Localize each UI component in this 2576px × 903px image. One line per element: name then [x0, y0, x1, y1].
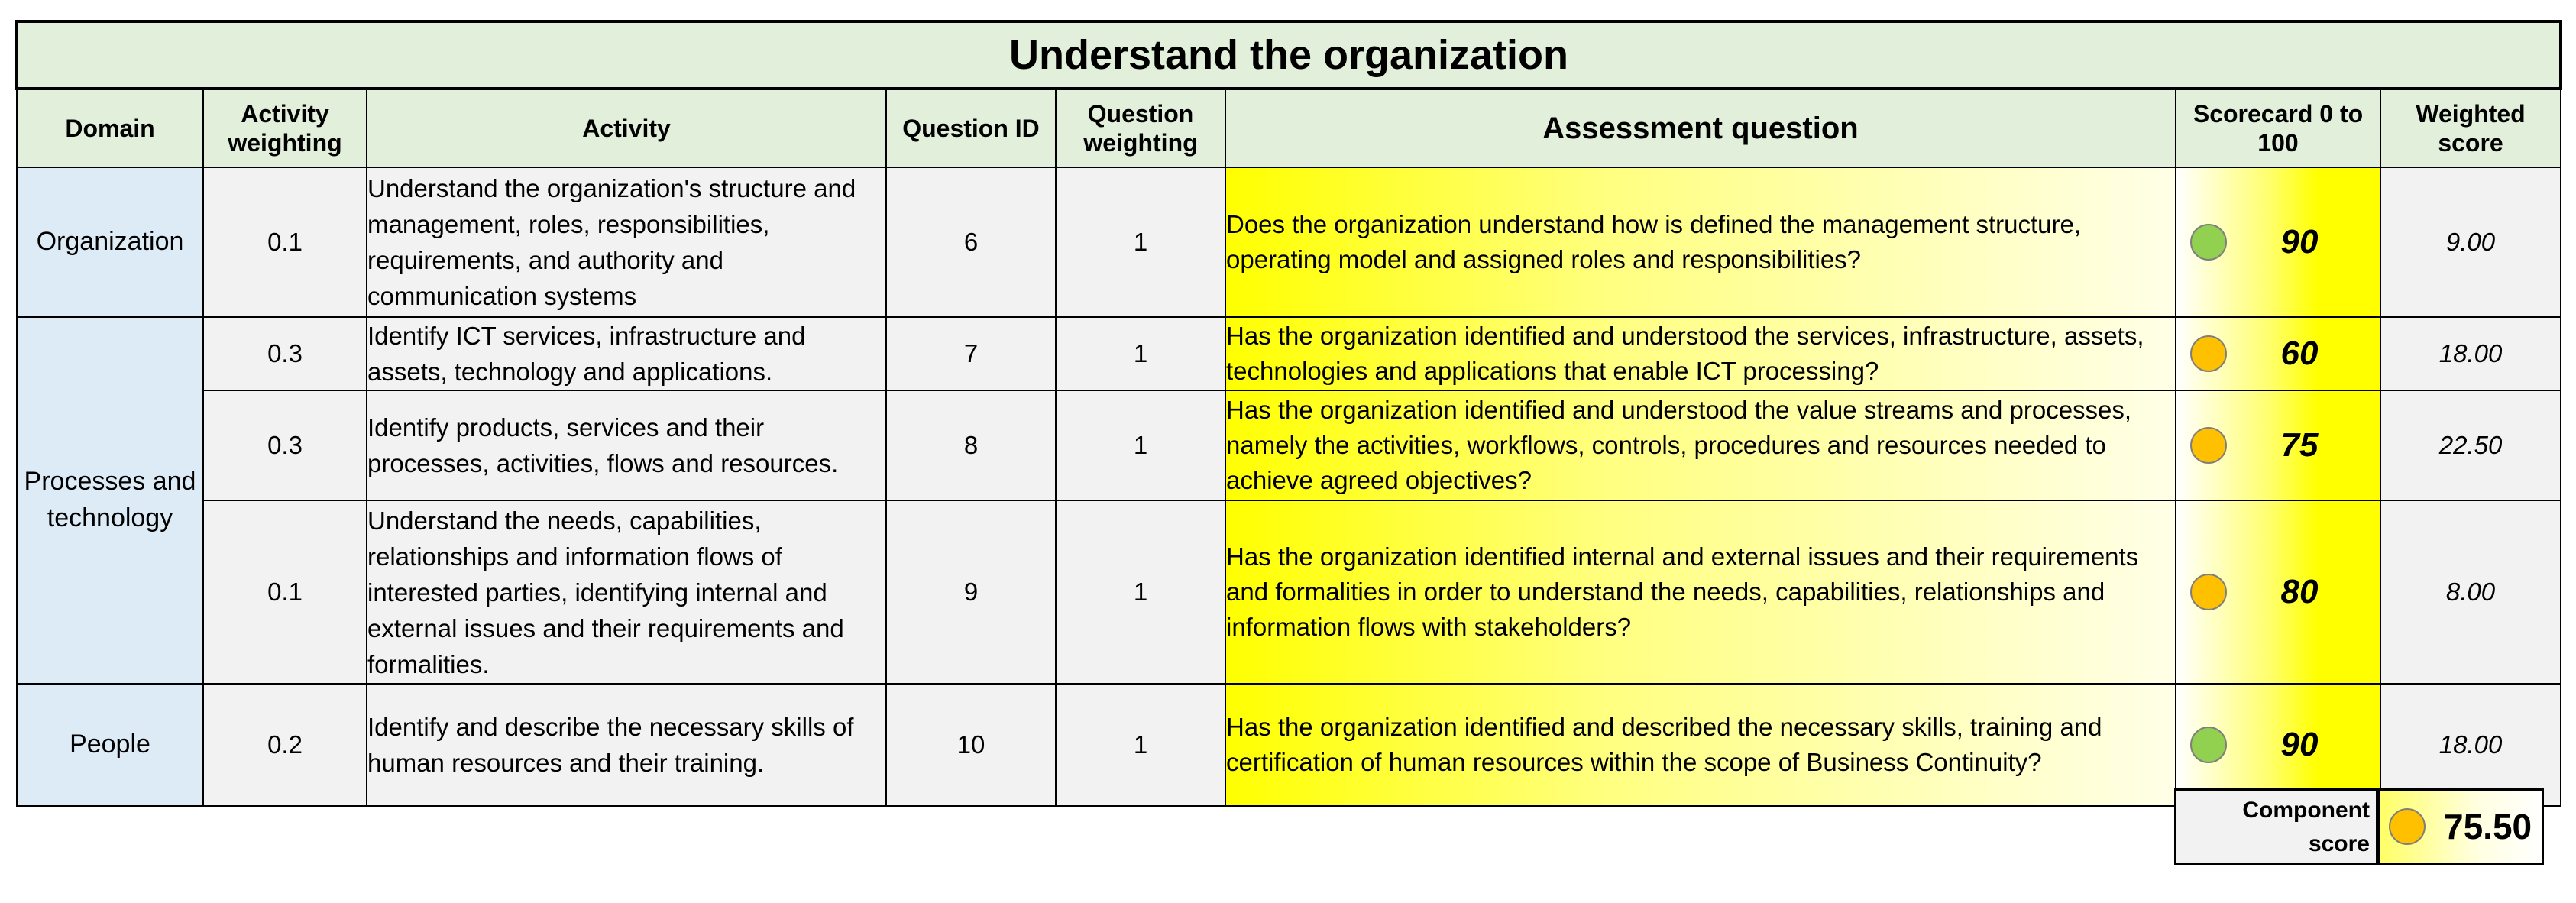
activity-cell: Identify products, services and their processes, activities, flows and resources. [367, 390, 886, 500]
domain-people: People [17, 684, 203, 806]
activity-cell: Identify and describe the necessary skills of human resources and their training. [367, 684, 886, 806]
table-row [17, 317, 2561, 390]
assessment-question-cell: Has the organization identified and understood the value streams and processes, namely the activities, workflows, controls, procedures and resources needed to achieve agreed objectives? [1225, 390, 2176, 500]
scorecard-cell [2176, 684, 2380, 806]
activity-cell: Understand the organization's structure and management, roles, responsibilities, requirements, and authority and communication systems [367, 167, 886, 317]
domain-organization: Organization [17, 167, 203, 317]
question-weighting-cell: 1 [1056, 390, 1225, 500]
weighted-score-cell: 22.50 [2380, 390, 2561, 500]
assessment-question-cell: Has the organization identified and described the necessary skills, training and certification of human resources within the scope of Business Continuity? [1225, 684, 2176, 806]
weighted-score-cell: 18.00 [2380, 317, 2561, 390]
header-activity: Activity [367, 89, 886, 167]
header-weighted-score: Weighted score [2380, 89, 2561, 167]
question-id-cell: 9 [886, 500, 1056, 684]
header-scorecard: Scorecard 0 to 100 [2176, 89, 2380, 167]
activity-weighting-cell: 0.3 [203, 390, 367, 500]
header-question-id: Question ID [886, 89, 1056, 167]
status-indicator-icon [2190, 574, 2227, 610]
question-id-cell: 10 [886, 684, 1056, 806]
status-indicator-icon [2190, 727, 2227, 763]
component-status-icon [2389, 808, 2426, 845]
score-value: 80 [2280, 573, 2319, 610]
table-row [17, 684, 2561, 806]
activity-cell: Identify ICT services, infrastructure and assets, technology and applications. [367, 317, 886, 390]
assessment-table [15, 20, 2562, 807]
scorecard-cell [2176, 390, 2380, 500]
scorecard-cell [2176, 500, 2380, 684]
component-score-cell [2377, 788, 2544, 865]
status-indicator-icon [2190, 335, 2227, 372]
assessment-question-cell: Has the organization identified and understood the services, infrastructure, assets, technologies and applications that enable ICT processing? [1225, 317, 2176, 390]
header-assessment-question: Assessment question [1225, 89, 2176, 167]
question-id-cell: 7 [886, 317, 1056, 390]
activity-weighting-cell: 0.1 [203, 167, 367, 317]
scorecard-cell [2176, 167, 2380, 317]
question-weighting-cell: 1 [1056, 684, 1225, 806]
question-id-cell: 6 [886, 167, 1056, 317]
activity-cell: Understand the needs, capabilities, relationships and information flows of interested parties, identifying internal and external issues and their requirements and formalities. [367, 500, 886, 684]
question-weighting-cell: 1 [1056, 500, 1225, 684]
component-score-row [2174, 788, 2544, 865]
score-value: 60 [2280, 335, 2319, 372]
score-value: 90 [2280, 726, 2319, 763]
assessment-question-cell: Has the organization identified internal and external issues and their requirements and formalities in order to understand the needs, capabilities, relationships and information flows with stakeholders? [1225, 500, 2176, 684]
header-question-weighting: Question weighting [1056, 89, 1225, 167]
question-weighting-cell: 1 [1056, 317, 1225, 390]
activity-weighting-cell: 0.2 [203, 684, 367, 806]
question-weighting-cell: 1 [1056, 167, 1225, 317]
weighted-score-cell: 18.00 [2380, 684, 2561, 806]
header-domain: Domain [17, 89, 203, 167]
table-row [17, 167, 2561, 317]
component-score-label: Component score [2174, 788, 2377, 865]
assessment-question-cell: Does the organization understand how is defined the management structure, operating model and assigned roles and responsibilities? [1225, 167, 2176, 317]
weighted-score-cell: 9.00 [2380, 167, 2561, 317]
table-row [17, 390, 2561, 500]
domain-processes-and-technology: Processes and technology [17, 317, 203, 684]
question-id-cell: 8 [886, 390, 1056, 500]
status-indicator-icon [2190, 427, 2227, 464]
table-title: Understand the organization [17, 21, 2561, 89]
status-indicator-icon [2190, 224, 2227, 261]
activity-weighting-cell: 0.3 [203, 317, 367, 390]
table-row [17, 500, 2561, 684]
score-value: 90 [2280, 223, 2319, 261]
component-score-value: 75.50 [2444, 807, 2532, 846]
activity-weighting-cell: 0.1 [203, 500, 367, 684]
header-activity-weighting: Activity weighting [203, 89, 367, 167]
scorecard-cell [2176, 317, 2380, 390]
weighted-score-cell: 8.00 [2380, 500, 2561, 684]
score-value: 75 [2280, 426, 2319, 464]
scorecard-sheet [15, 20, 2559, 807]
